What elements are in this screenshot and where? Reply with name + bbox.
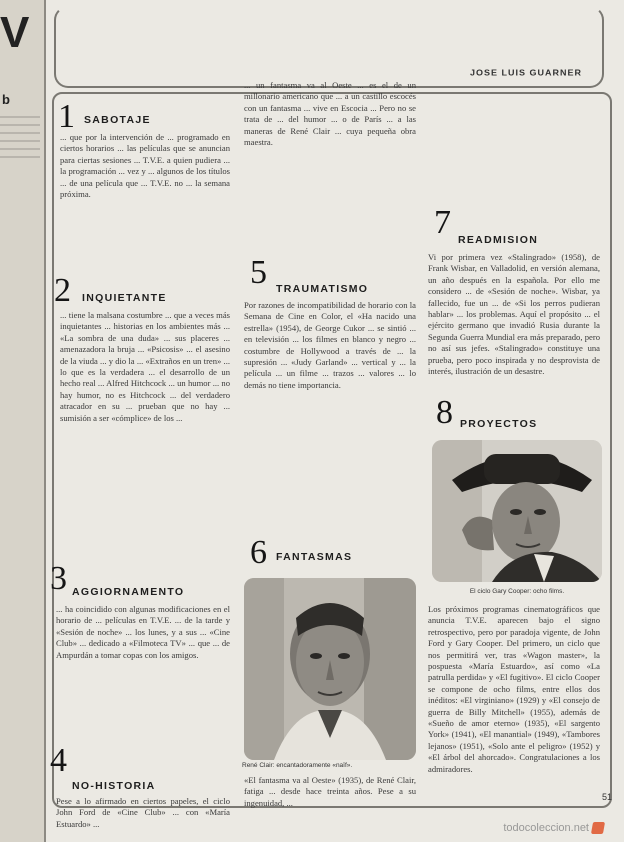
section-1-title: SABOTAJE <box>84 114 151 126</box>
section-7-text: Vi por primera vez «Stalingrado» (1958), de Frank Wisbar, en Valladolid, en versión alemana, un año después en la española. Por ello me considero ... de «Sesión de noche». Wisbar, ya fallecido, fue un ... de «Si los perros pudieran hablar» ... los problemas. Aquí el propósito ... el ejército germano que invadió Rusia durante la Segunda Guerra Mundial era más preparado, pero no así sus jefes. «Stalingrado» constituye una prueba, pero poco inspirada y no desprovista de interés, ilustración de un desastre. <box>428 252 600 377</box>
gary-cooper-photo <box>432 440 602 582</box>
watermark-text: todocoleccion.net <box>503 821 589 834</box>
section-7-number: 7 <box>434 204 451 241</box>
author-name: JOSE LUIS GUARNER <box>469 68 582 78</box>
watermark-logo-icon <box>591 822 605 834</box>
page-number: 51 <box>601 792 612 802</box>
section-8-number: 8 <box>436 394 453 431</box>
magazine-page <box>46 0 624 842</box>
section-5-text: Por razones de incompatibilidad de horario con la Semana de Cine en Color, el «Ha nacido una estrella» (1954), de George Cukor ... se sintió ... en televisión ... los filmes en blanco y negro ... costumbre de Hollywood a través de ... la supresión ... «Judy Garland» ... vertical y ... la película ... un filme ... trazos ... valores ... lo demás no tiene importancia. <box>244 300 416 390</box>
section-2-number: 2 <box>54 272 71 309</box>
section-8-text: Los próximos programas cinematográficos que anuncia T.V.E. aparecen bajo el signo retrospectivo, pero por paradoja vigente, de John Ford y Gary Cooper. Del primero, un ciclo que nos permitirá ver, tras «Wagon master», la pospuesta «María Estuardo», así como «La patrulla perdida» y «El fugitivo». El ciclo Cooper se compone de ocho films, entre ellos dos inéditos: «El virginiano» (1929) y «El consejo de guerra de Billy Mitchell» (1955), además de «Sueño de amor eterno» (1935), «El sargento York» (1941), «El manantial» (1949), «Tambores lejanos» (1951), «Solo ante el peligro» (1952) y «El árbol del ahorcado». Congratulaciones a los admiradores. <box>428 604 600 774</box>
section-4-number: 4 <box>50 742 67 779</box>
section-6-number: 6 <box>250 534 267 571</box>
prev-page-small-letter: b <box>2 92 10 107</box>
section-5-number: 5 <box>250 254 267 291</box>
section-6-title: FANTASMAS <box>276 551 353 563</box>
section-8-caption: El ciclo Gary Cooper: ocho films. <box>469 588 565 595</box>
section-2-title: INQUIETANTE <box>82 292 167 304</box>
section-8-title: PROYECTOS <box>460 418 538 430</box>
section-1-continued-text: ... un fantasma va al Oeste ... es el de un millonario americano que ... a un castillo escocés con un fantasma ... vive en Escocia ... Pero no se trata de ... del humor ... o de París ... a las maneras de René Clair ... cuya pequeña obra maestra. <box>244 80 416 148</box>
section-1-number: 1 <box>58 98 75 135</box>
watermark <box>503 822 604 834</box>
previous-page-edge <box>0 0 46 842</box>
prev-page-big-letter: V <box>0 8 28 57</box>
section-7-title: READMISION <box>458 234 539 246</box>
section-5-title: TRAUMATISMO <box>276 283 369 295</box>
section-2-text: ... tiene la malsana costumbre ... que a veces más inquietantes ... historias en los ambientes más ... «La sombra de una duda» ... sus placeres ... amenazadora la bruja ... «Psicosis» ... el asesino de la viuda ... y dio la ... «Extraños en un tren» ... lo que es la verdadera ... el desarrollo de un hecho real ... Alfred Hitchcock ... un humor ... no hay humor, no es Hitchcock ... del verdadero atracador en su ... prueban que no hay ... sumisión a ser «cómplice» de los ... <box>60 310 230 423</box>
section-3-text: ... ha coincidido con algunas modificaciones en el horario de ... películas en T.V.E. ... de la tarde y «Sesión de noche» ... los lunes, y a sus ... «Cine Club» ... dedicado a «Filmoteca TV» ... que ... de Ampurdán a tomar copas con los amigos. <box>56 604 230 660</box>
section-3-number: 3 <box>50 560 67 597</box>
section-3-title: AGGIORNAMENTO <box>72 586 185 598</box>
section-4-title: NO-HISTORIA <box>72 780 156 792</box>
rene-clair-photo <box>244 578 416 760</box>
section-6-caption: René Clair: encantadoramente «naïf». <box>242 762 353 769</box>
section-1-text: ... que por la intervención de ... programado en ciertos horarios ... las películas que se anuncian para ciertas sesiones ... T.V.E. a quien pudiera ... la programación ... vez y ... algunos de los títulos ... de una película que ... T.V.E. no ... la semana próxima. <box>60 132 230 200</box>
section-6-text: «El fantasma va al Oeste» (1935), de René Clair, fatiga ... desde hace treinta años. Pese a su ingenuidad, ... <box>244 775 416 808</box>
section-4-text: Pese a lo afirmado en ciertos papeles, el ciclo John Ford de «Cine Club» ... con «María Estuardo» ... <box>56 796 230 829</box>
